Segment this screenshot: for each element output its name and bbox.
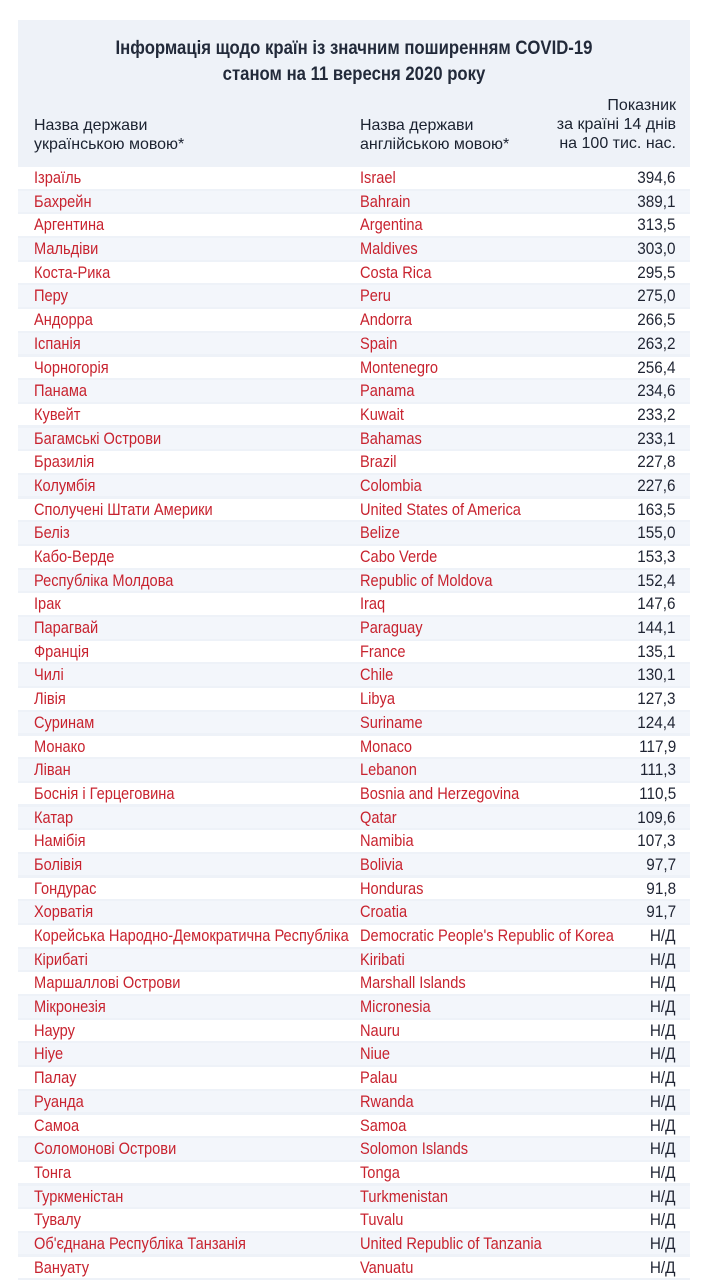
incidence-value: Н/Д (650, 973, 676, 993)
table-row (18, 1067, 690, 1089)
country-name-ukrainian: Туркменістан (34, 1186, 124, 1206)
incidence-value: 303,0 (637, 239, 676, 259)
incidence-value: 234,6 (637, 381, 676, 401)
country-name-english: Peru (360, 286, 391, 306)
table-row (18, 546, 690, 568)
incidence-value: Н/Д (650, 1257, 676, 1277)
country-name-english: Vanuatu (360, 1257, 414, 1277)
table-row (18, 499, 690, 521)
incidence-value: Н/Д (650, 949, 676, 969)
incidence-value: 97,7 (646, 854, 676, 874)
country-name-ukrainian: Ліван (34, 760, 71, 780)
covid-countries-table (18, 20, 690, 1280)
country-name-ukrainian: Мікронезія (34, 997, 106, 1017)
country-name-english: Costa Rica (360, 262, 432, 282)
country-name-english: Croatia (360, 902, 408, 922)
table-row (18, 783, 690, 805)
country-name-ukrainian: Ізраїль (34, 168, 82, 187)
incidence-value: Н/Д (650, 926, 676, 945)
country-name-english: Andorra (360, 310, 413, 330)
country-name-ukrainian: Корейська Народно-Демократична Республіка (34, 926, 349, 945)
country-name-ukrainian: Сполучені Штати Америки (34, 499, 213, 519)
country-name-english: Monaco (360, 736, 413, 756)
table-row (18, 807, 690, 829)
incidence-value: 152,4 (637, 570, 676, 590)
country-name-english: Tonga (360, 1162, 400, 1182)
country-name-english: Montenegro (360, 357, 439, 377)
table-row (18, 949, 690, 971)
table-row (18, 285, 690, 307)
incidence-value: 127,3 (637, 689, 676, 709)
incidence-value: Н/Д (650, 1186, 676, 1206)
incidence-value: Н/Д (650, 1020, 676, 1040)
incidence-value: 111,3 (639, 760, 676, 780)
table-row (18, 736, 690, 758)
incidence-value: 233,2 (637, 404, 676, 424)
country-name-ukrainian: Ірак (34, 594, 61, 614)
country-name-english: Brazil (360, 452, 397, 472)
table-row (18, 1162, 690, 1184)
table-row (18, 380, 690, 402)
country-name-english: Chile (360, 665, 394, 685)
table-row (18, 1233, 690, 1255)
table-row (18, 475, 690, 497)
country-name-english: Argentina (360, 215, 423, 235)
country-name-ukrainian: Руанда (34, 1091, 84, 1111)
country-name-english: United Republic of Tanzania (360, 1233, 542, 1253)
country-name-ukrainian: Бахрейн (34, 191, 92, 211)
incidence-value: 263,2 (637, 333, 676, 353)
table-row (18, 1043, 690, 1065)
header-indicator-line-2: за країні 14 днів (556, 116, 676, 133)
country-name-ukrainian: Коста-Рика (34, 262, 111, 282)
country-name-english: Rwanda (360, 1091, 414, 1111)
country-name-english: Solomon Islands (360, 1139, 469, 1159)
country-name-english: Kiribati (360, 949, 405, 969)
country-name-english: Republic of Moldova (360, 570, 493, 590)
incidence-value: 227,8 (637, 452, 676, 472)
incidence-value: 91,7 (646, 902, 676, 922)
country-name-ukrainian: Лівія (34, 689, 66, 709)
table-row (18, 522, 690, 544)
incidence-value: 275,0 (637, 286, 676, 306)
country-name-ukrainian: Суринам (34, 712, 95, 732)
table-row (18, 1091, 690, 1113)
incidence-value: 295,5 (637, 262, 676, 282)
incidence-value: 124,4 (637, 712, 676, 732)
table-row (18, 428, 690, 450)
country-name-ukrainian: Чилі (34, 665, 64, 685)
incidence-value: 155,0 (637, 523, 676, 543)
country-name-ukrainian: Науру (34, 1020, 75, 1040)
incidence-value: 227,6 (637, 475, 676, 495)
incidence-value: Н/Д (650, 1210, 676, 1230)
country-name-ukrainian: Намібія (34, 831, 86, 851)
table-row (18, 333, 690, 355)
country-name-english: Spain (360, 333, 398, 353)
country-name-ukrainian: Перу (34, 286, 68, 306)
table-row (18, 1186, 690, 1208)
table-row (18, 191, 690, 213)
country-name-english: France (360, 641, 406, 661)
table-row (18, 1209, 690, 1231)
country-name-english: Niue (360, 1044, 391, 1064)
table-row (18, 1257, 690, 1279)
country-name-english: Maldives (360, 239, 418, 259)
country-name-ukrainian: Чорногорія (34, 357, 109, 377)
country-name-english: Namibia (360, 831, 414, 851)
country-name-ukrainian: Катар (34, 807, 74, 827)
table-body (18, 167, 690, 1280)
country-name-ukrainian: Самоа (34, 1115, 80, 1135)
table-row (18, 238, 690, 260)
table-row (18, 1020, 690, 1042)
incidence-value: Н/Д (650, 1233, 676, 1253)
table-row (18, 357, 690, 379)
incidence-value: 256,4 (637, 357, 676, 377)
incidence-value: 109,6 (637, 807, 676, 827)
country-name-english: Samoa (360, 1115, 407, 1135)
incidence-value: Н/Д (650, 1044, 676, 1064)
country-name-ukrainian: Палау (34, 1068, 77, 1088)
incidence-value: 117,9 (638, 736, 676, 756)
country-name-english: Honduras (360, 878, 424, 898)
table-row (18, 570, 690, 592)
country-name-ukrainian: Мальдіви (34, 239, 99, 259)
table-row (18, 451, 690, 473)
country-name-ukrainian: Монако (34, 736, 86, 756)
country-name-english: Bosnia and Herzegovina (360, 783, 520, 803)
country-name-english: Bolivia (360, 854, 404, 874)
table-row (18, 830, 690, 852)
table-row (18, 262, 690, 284)
incidence-value: 389,1 (637, 191, 676, 211)
country-name-ukrainian: Бразилія (34, 452, 95, 472)
country-name-ukrainian: Вануату (34, 1257, 90, 1277)
country-name-english: Bahrain (360, 191, 411, 211)
incidence-value: Н/Д (650, 1115, 676, 1135)
country-name-english: Belize (360, 523, 400, 543)
country-name-english: Democratic People's Republic of Korea (360, 926, 614, 945)
header-indicator-line-3: на 100 тис. нас. (559, 135, 676, 152)
country-name-english: United States of America (360, 499, 521, 519)
table-row (18, 1138, 690, 1160)
country-name-ukrainian: Іспанія (34, 333, 81, 353)
table-row (18, 925, 690, 947)
header-ukrainian-name (34, 116, 334, 154)
country-name-english: Iraq (360, 594, 386, 614)
incidence-value: 266,5 (637, 310, 676, 330)
country-name-english: Palau (360, 1068, 398, 1088)
table-row (18, 901, 690, 923)
country-name-english: Lebanon (360, 760, 417, 780)
country-name-english: Qatar (360, 807, 397, 827)
country-name-ukrainian: Тувалу (34, 1210, 82, 1230)
table-row (18, 214, 690, 236)
country-name-english: Bahamas (360, 428, 422, 448)
table-row (18, 972, 690, 994)
country-name-ukrainian: Кабо-Верде (34, 547, 115, 566)
title-line-1: Інформація щодо країн із значним поширенням COVID-19 (115, 38, 593, 59)
table-row (18, 167, 690, 189)
incidence-value: 153,3 (637, 547, 676, 566)
incidence-value: 107,3 (637, 831, 676, 851)
incidence-value: 135,1 (637, 641, 676, 661)
header-english-line-2: англійською мовою* (360, 136, 510, 153)
header-indicator-line-1: Показник (607, 97, 676, 114)
table-row (18, 641, 690, 663)
incidence-value: 144,1 (637, 618, 676, 638)
country-name-english: Cabo Verde (360, 547, 438, 566)
incidence-value: 130,1 (637, 665, 676, 685)
header-indicator (506, 96, 676, 153)
incidence-value: 233,1 (637, 428, 676, 448)
country-name-ukrainian: Болівія (34, 854, 83, 874)
table-row (18, 309, 690, 331)
table-row (18, 1115, 690, 1137)
country-name-ukrainian: Франція (34, 641, 89, 661)
incidence-value: 313,5 (637, 215, 676, 235)
incidence-value: Н/Д (650, 1139, 676, 1159)
table-row (18, 712, 690, 734)
table-row (18, 593, 690, 615)
country-name-english: Tuvalu (360, 1210, 404, 1230)
country-name-english: Israel (360, 168, 396, 187)
table-row (18, 664, 690, 686)
country-name-ukrainian: Об'єднана Республіка Танзанія (34, 1233, 246, 1253)
country-name-ukrainian: Аргентина (34, 215, 105, 235)
table-row (18, 854, 690, 876)
country-name-english: Micronesia (360, 997, 431, 1017)
country-name-ukrainian: Тонга (34, 1162, 72, 1182)
country-name-english: Turkmenistan (360, 1186, 449, 1206)
country-name-english: Nauru (360, 1020, 400, 1040)
country-name-ukrainian: Гондурас (34, 878, 97, 898)
country-name-ukrainian: Андорра (34, 310, 93, 330)
country-name-ukrainian: Кувейт (34, 404, 81, 424)
table-row (18, 617, 690, 639)
header-english-line-1: Назва держави (360, 117, 474, 134)
header-ukrainian-line-1: Назва держави (34, 117, 148, 134)
incidence-value: 147,6 (637, 594, 676, 614)
table-row (18, 878, 690, 900)
country-name-ukrainian: Панама (34, 381, 88, 401)
country-name-ukrainian: Ніуе (34, 1044, 64, 1064)
country-name-ukrainian: Боснія і Герцеговина (34, 783, 175, 803)
incidence-value: Н/Д (650, 1091, 676, 1111)
country-name-ukrainian: Кірибаті (34, 949, 88, 969)
incidence-value: 91,8 (646, 878, 676, 898)
table-row (18, 996, 690, 1018)
country-name-english: Panama (360, 381, 415, 401)
incidence-value: 163,5 (637, 499, 676, 519)
country-name-english: Kuwait (360, 404, 404, 424)
country-name-ukrainian: Республіка Молдова (34, 570, 174, 590)
country-name-ukrainian: Соломонові Острови (34, 1139, 177, 1159)
country-name-english: Paraguay (360, 618, 423, 638)
country-name-ukrainian: Багамські Острови (34, 428, 162, 448)
incidence-value: Н/Д (650, 1162, 676, 1182)
incidence-value: 110,5 (638, 783, 676, 803)
country-name-ukrainian: Маршаллові Острови (34, 973, 181, 993)
table-title (58, 36, 649, 88)
table-row (18, 404, 690, 426)
incidence-value: Н/Д (650, 1068, 676, 1088)
country-name-english: Marshall Islands (360, 973, 466, 993)
incidence-value: 394,6 (637, 168, 676, 187)
header-ukrainian-line-2: українською мовою* (34, 136, 185, 153)
incidence-value: Н/Д (650, 997, 676, 1017)
table-row (18, 759, 690, 781)
title-line-2: станом на 11 вересня 2020 року (222, 64, 486, 85)
country-name-ukrainian: Беліз (34, 523, 70, 543)
country-name-ukrainian: Колумбія (34, 475, 96, 495)
country-name-english: Colombia (360, 475, 422, 495)
country-name-english: Libya (360, 689, 395, 709)
table-row (18, 688, 690, 710)
country-name-ukrainian: Хорватія (34, 902, 94, 922)
country-name-ukrainian: Парагвай (34, 618, 99, 638)
country-name-english: Suriname (360, 712, 423, 732)
